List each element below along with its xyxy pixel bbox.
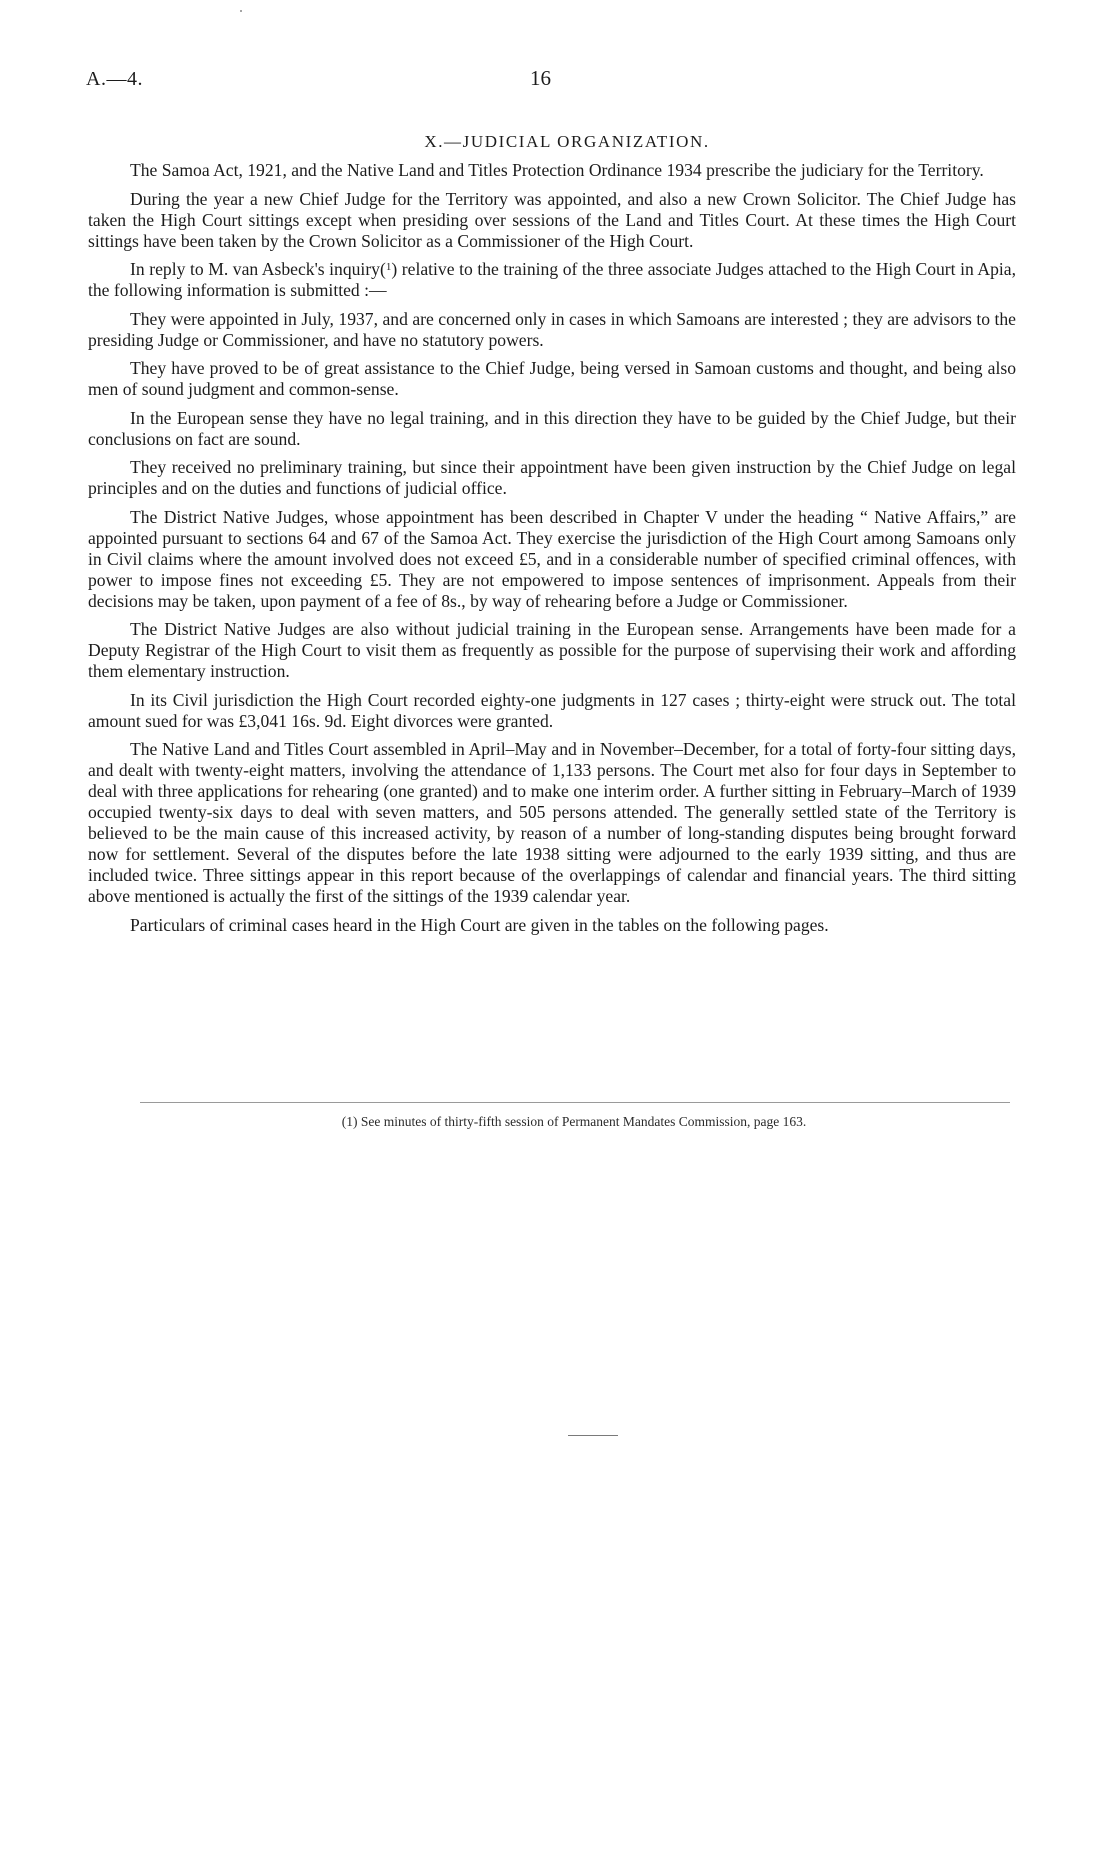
footnote-text: See minutes of thirty-fifth session of Permanent Mandates Commission, page 163.	[360, 1114, 807, 1129]
paragraph: The Samoa Act, 1921, and the Native Land and Titles Protection Ordinance 1934 prescribe the judiciary for the Territory.	[130, 160, 984, 180]
paragraph: In its Civil jurisdiction the High Court recorded eighty-one judgments in 127 cases ; thirty-eight were struck out. The total amount sued for was £3,041 16s. 9d. Eight divorces were granted.	[88, 689, 1016, 731]
body-text	[88, 160, 1016, 943]
paragraph: They were appointed in July, 1937, and are concerned only in cases in which Samoans are interested ; they are advisors to the presiding Judge or Commissioner, and have no statutory powers.	[88, 308, 1016, 350]
paragraph: During the year a new Chief Judge for the Territory was appointed, and also a new Crown Solicitor. The Chief Judge has taken the High Court sittings except when presiding over sessions of the Land and Titles Court. At these times the High Court sittings have been taken by the Crown Solicitor as a Commissioner of the High Court.	[88, 188, 1016, 251]
paragraph: The District Native Judges are also without judicial training in the European sense. Arrangements have been made for a Deputy Registrar of the High Court to visit them as frequently as possible for the purpose of supervising their work and affording them elementary instruction.	[88, 619, 1016, 681]
page-number: 16	[530, 66, 551, 90]
paragraph: They have proved to be of great assistance to the Chief Judge, being versed in Samoan customs and thought, and being also men of sound judgment and common-sense.	[88, 358, 1016, 399]
paragraph: In the European sense they have no legal training, and in this direction they have to be guided by the Chief Judge, but their conclusions on fact are sound.	[88, 407, 1016, 449]
paragraph: They received no preliminary training, but since their appointment have been given instruction by the Chief Judge on legal principles and on the duties and functions of judicial office.	[88, 457, 1016, 498]
paragraph-text: ) relative to the training of the three associate Judges attached to the High Court in Apia, the following information is submitted :—	[88, 259, 1016, 300]
paragraph-text: In reply to M. van Asbeck's inquiry(	[130, 259, 386, 279]
document-reference: A.—4.	[86, 68, 143, 90]
paragraph: Particulars of criminal cases heard in the High Court are given in the tables on the following pages.	[130, 914, 829, 935]
footnote	[0, 1114, 1114, 1130]
section-heading: X.—JUDICIAL ORGANIZATION.	[424, 132, 710, 151]
scan-speck	[240, 10, 242, 12]
paragraph: The Native Land and Titles Court assembled in April–May and in November–December, for a total of forty-four sitting days, and dealt with twenty-eight matters, involving the attendance of 1,133 persons. The Court met also for four days in September to deal with three applications for rehearing (one granted) and to make one interim order. A further sitting in February–March of 1939 occupied twenty-six days to deal with seven matters, and 505 persons attended. The generally settled state of the Territory is believed to be the main cause of this increased activity, by reason of a number of long-standing disputes being brought forward now for settlement. Several of the disputes before the late 1938 sitting were adjourned to the early 1939 sitting, and thus are included twice. Three sittings appear in this report because of the overlappings of calendar and financial years. The third sitting above mentioned is actually the first of the sittings of the 1939 calendar year.	[88, 739, 1016, 906]
footnote-reference: 1	[385, 261, 392, 273]
end-rule	[568, 1435, 618, 1436]
footnote-divider	[140, 1102, 1010, 1103]
paragraph: The District Native Judges, whose appointment has been described in Chapter V under the heading “ Native Affairs,” are appointed pursuant to sections 64 and 67 of the Samoa Act. They exercise the jurisdiction of the High Court among Samoans only in Civil claims where the amount involved does not exceed £5, and in a considerable number of specified criminal offences, with power to impose fines not exceeding £5. They are not empowered to impose sentences of imprisonment. Appeals from their decisions may be taken, upon payment of a fee of 8s., by way of rehearing before a Judge or Commissioner.	[88, 506, 1016, 611]
footnote-mark: (1)	[341, 1114, 358, 1129]
paragraph	[88, 259, 1016, 301]
